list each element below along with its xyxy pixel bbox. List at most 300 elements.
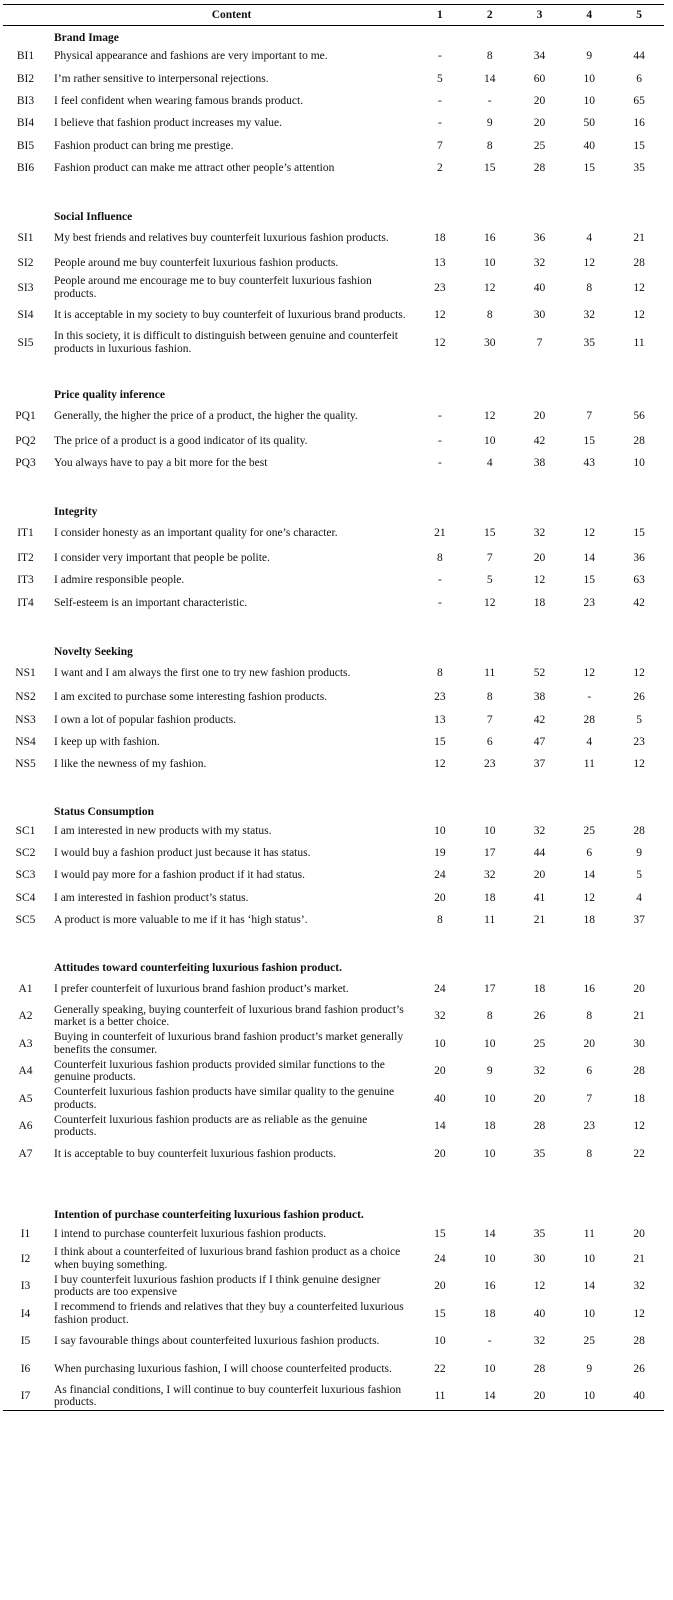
item-statement: The price of a product is a good indicator of its quality. [54, 434, 308, 447]
scale-3-count: 52 [533, 666, 546, 679]
scale-1-count: - [437, 94, 442, 107]
item-code: SI5 [17, 336, 34, 349]
scale-5-count: 11 [633, 336, 645, 349]
scale-2-count: 8 [486, 309, 493, 322]
table-row [3, 403, 664, 431]
scale-3-count: 20 [533, 117, 546, 130]
scale-5-count: 44 [633, 50, 645, 63]
scale-1-count: - [437, 50, 442, 63]
scale-3-count: 36 [533, 231, 546, 244]
scale-1-count: - [437, 117, 442, 130]
item-statement: You always have to pay a bit more for the best [54, 457, 268, 470]
spacer-cell [3, 1168, 664, 1187]
scale-1-count: - [437, 574, 442, 587]
section-code-cell [3, 950, 48, 975]
header-row [3, 5, 664, 26]
item-statement: Counterfeit luxurious fashion products are as reliable as the genuine products. [54, 1113, 368, 1139]
table-row [3, 887, 664, 909]
table-row [3, 1355, 664, 1383]
scale-4-count: 4 [586, 231, 593, 244]
scale-2-count: 11 [484, 913, 496, 926]
table-row [3, 274, 664, 302]
item-code: A1 [18, 982, 33, 995]
item-statement: My best friends and relatives buy counterfeit luxurious fashion products. [54, 231, 389, 244]
scale-2-count: 8 [486, 50, 493, 63]
item-statement: I consider very important that people be polite. [54, 552, 270, 565]
item-code: BI3 [16, 94, 35, 107]
item-statement: I prefer counterfeit of luxurious brand fashion product’s market. [54, 982, 349, 995]
scale-1-count: 2 [437, 161, 443, 174]
scale-1-count: 14 [434, 1120, 446, 1133]
scale-2-count: 10 [483, 1147, 496, 1160]
scale-3-count: 32 [533, 824, 546, 837]
scale-3-count: 28 [533, 1362, 546, 1375]
scale-3-count: 37 [533, 758, 546, 771]
scale-2-count: 8 [486, 1010, 493, 1023]
scale-5-count: 12 [633, 1120, 645, 1133]
item-statement: I am excited to purchase some interesting fashion products. [54, 691, 328, 704]
scale-3-count: 42 [533, 434, 546, 447]
scale-4-count: 8 [586, 1010, 593, 1023]
item-statement: I admire responsible people. [54, 574, 185, 587]
item-code: I6 [20, 1362, 31, 1375]
scale-1-count: 8 [437, 913, 443, 926]
table-row [3, 1140, 664, 1168]
item-statement: I recommend to friends and relatives that they buy a counterfeited luxurious fashion product. [54, 1301, 404, 1326]
table-row [3, 329, 664, 357]
table-row [3, 1328, 664, 1356]
scale-2-count: 10 [483, 824, 496, 837]
scale-4-count: 10 [564, 1383, 614, 1411]
scale-4-count: 25 [583, 1335, 596, 1348]
section-row [3, 950, 664, 975]
scale-3-count: 25 [533, 1037, 546, 1050]
scale-1-count: 24 [434, 1252, 446, 1265]
scale-2-count: 17 [483, 982, 496, 995]
scale-2-count: 9 [486, 1065, 493, 1078]
scale-2-count: 15 [483, 527, 496, 540]
item-code: A2 [18, 1010, 33, 1023]
table-row [3, 1245, 664, 1273]
scale-3-count: 20 [533, 1092, 546, 1105]
scale-2-count: 18 [483, 891, 496, 904]
scale-1-count: 20 [434, 891, 446, 904]
section-row [3, 1187, 664, 1223]
item-statement: I want and I am always the first one to try new fashion products. [54, 666, 351, 679]
spacer-cell [3, 475, 664, 495]
item-statement: I’m rather sensitive to interpersonal rejections. [54, 72, 269, 85]
scale-4-count: 14 [583, 552, 596, 565]
item-statement: Fashion product can make me attract other people’s attention [54, 161, 335, 174]
scale-4-count: 25 [583, 824, 596, 837]
scale-4-count: 11 [583, 1227, 595, 1240]
scale-1-count: 24 [434, 869, 446, 882]
scale-4-count: 4 [586, 736, 593, 749]
scale-5-count: 22 [633, 1147, 645, 1160]
scale-1-count: 10 [434, 1037, 446, 1050]
scale-2-count: 14 [483, 1227, 496, 1240]
scale-3-count: 60 [533, 72, 546, 85]
scale-2-count: 8 [486, 139, 493, 152]
item-code: SC2 [15, 846, 36, 859]
table-row [3, 842, 664, 864]
item-statement: I would buy a fashion product just because it has status. [54, 846, 311, 859]
scale-5-count: 18 [633, 1092, 645, 1105]
scale-3-count: 35 [533, 1227, 546, 1240]
table-row [3, 1273, 664, 1301]
table-row [3, 592, 664, 614]
scale-4-count: 16 [583, 982, 596, 995]
table-row [3, 520, 664, 548]
item-statement: People around me encourage me to buy counterfeit luxurious fashion products. [54, 275, 372, 300]
item-code: NS1 [15, 666, 36, 679]
survey-table-container [3, 4, 664, 1411]
scale-3-count: 18 [533, 982, 546, 995]
table-row [3, 452, 664, 474]
scale-5-count: 15 [633, 527, 645, 540]
item-code: I7 [3, 1383, 48, 1411]
scale-3-count: 21 [533, 913, 546, 926]
scale-4-count: 8 [586, 281, 593, 294]
table-row [3, 709, 664, 731]
scale-4-count: 10 [583, 1252, 596, 1265]
scale-2-count: 15 [483, 161, 496, 174]
scale-5-count: 28 [633, 1065, 645, 1078]
scale-3-count: 32 [533, 1065, 546, 1078]
table-row [3, 753, 664, 775]
scale-5-count: 56 [633, 410, 645, 423]
item-code: A4 [18, 1065, 33, 1078]
spacer-cell [3, 614, 664, 634]
scale-5-count: 20 [633, 982, 645, 995]
scale-5-count: 36 [633, 552, 645, 565]
scale-5-count: 26 [633, 1362, 645, 1375]
scale-2-count: 6 [486, 736, 493, 749]
scale-3-count: 25 [533, 139, 546, 152]
item-code: SI2 [17, 256, 34, 269]
scale-5-count: 12 [633, 309, 645, 322]
scale-4-count: 40 [583, 139, 596, 152]
scale-3-count: 28 [533, 1120, 546, 1133]
section-row [3, 634, 664, 659]
scale-3-count: 35 [533, 1147, 546, 1160]
section-title: Status Consumption [54, 806, 155, 819]
scale-4-count: 12 [583, 891, 596, 904]
scale-3-count: 7 [536, 336, 543, 349]
scale-5-count: 12 [633, 666, 645, 679]
scale-3-count: 28 [533, 161, 546, 174]
table-row [3, 1223, 664, 1245]
scale-5-count: 9 [636, 846, 642, 859]
scale-2-count: 30 [483, 336, 496, 349]
scale-4-count: 8 [586, 1147, 593, 1160]
item-statement: I intend to purchase counterfeit luxurious fashion products. [54, 1227, 327, 1240]
scale-3-count: 38 [533, 691, 546, 704]
item-code: SC5 [15, 913, 36, 926]
table-row [3, 302, 664, 330]
item-code: SI3 [17, 281, 34, 294]
scale-2-count: - [487, 1335, 492, 1348]
item-code: A7 [18, 1147, 33, 1160]
section-title: Novelty Seeking [54, 645, 133, 658]
scale-2-count: 4 [486, 457, 493, 470]
scale-2-count: 16 [483, 1280, 496, 1293]
item-code: SC3 [15, 869, 36, 882]
scale-1-count: 18 [434, 231, 446, 244]
scale-1-count: 12 [434, 336, 446, 349]
scale-1-count: 32 [434, 1010, 446, 1023]
item-statement: I am interested in new products with my status. [54, 824, 272, 837]
scale-1-count: 15 [434, 1307, 446, 1320]
item-code: SI1 [17, 231, 34, 244]
item-code: I2 [20, 1252, 31, 1265]
table-row [3, 659, 664, 687]
item-statement: When purchasing luxurious fashion, I will choose counterfeited products. [54, 1362, 392, 1375]
section-title: Attitudes toward counterfeiting luxurious fashion product. [54, 961, 342, 974]
section-spacer [3, 475, 664, 495]
item-statement: I am interested in fashion product’s status. [54, 891, 249, 904]
item-statement: I consider honesty as an important quality for one’s character. [54, 527, 338, 540]
item-code: I4 [20, 1307, 31, 1320]
scale-1-count: 13 [434, 256, 446, 269]
table-row [3, 820, 664, 842]
scale-4-count: 14 [583, 869, 596, 882]
scale-4-count: 32 [583, 309, 596, 322]
scale-4-count: 7 [586, 410, 593, 423]
section-spacer [3, 776, 664, 795]
header-scale-3: 3 [515, 5, 565, 26]
scale-4-count: 28 [583, 713, 596, 726]
scale-1-count: 20 [434, 1147, 446, 1160]
item-statement: I like the newness of my fashion. [54, 758, 207, 771]
table-row [3, 68, 664, 90]
scale-3-count: 26 [533, 1010, 546, 1023]
item-statement: Self-esteem is an important characteristic. [54, 596, 248, 609]
scale-1-count: 20 [434, 1280, 446, 1293]
header-code [3, 5, 48, 26]
scale-2-count: 12 [483, 281, 496, 294]
scale-1-count: 21 [434, 527, 446, 540]
table-row [3, 430, 664, 452]
scale-2-count: 10 [483, 1252, 496, 1265]
table-row [3, 909, 664, 931]
item-statement: Generally, the higher the price of a product, the higher the quality. [54, 410, 358, 423]
scale-4-count: 43 [583, 457, 596, 470]
table-row [3, 46, 664, 68]
section-code-cell [3, 795, 48, 820]
scale-3-count: 32 [533, 256, 546, 269]
table-row [3, 112, 664, 134]
spacer-cell [3, 179, 664, 199]
item-statement: I feel confident when wearing famous brands product. [54, 94, 304, 107]
item-code: BI4 [16, 117, 35, 130]
scale-2-count: 18 [483, 1307, 496, 1320]
item-statement: I would pay more for a fashion product if it had status. [54, 869, 306, 882]
scale-4-count: 15 [583, 161, 596, 174]
scale-4-count: 11 [583, 758, 595, 771]
item-statement: I keep up with fashion. [54, 736, 160, 749]
scale-5-count: 23 [633, 736, 645, 749]
scale-5-count: 20 [633, 1227, 645, 1240]
scale-4-count: 12 [583, 256, 596, 269]
scale-3-count: 20 [515, 1383, 565, 1411]
scale-1-count: 11 [415, 1383, 465, 1411]
scale-4-count: 10 [583, 1307, 596, 1320]
item-statement: Counterfeit luxurious fashion products provided similar functions to the genuine products. [54, 1058, 385, 1084]
scale-3-count: 32 [533, 527, 546, 540]
header-scale-5: 5 [614, 5, 664, 26]
table-row [3, 1030, 664, 1058]
scale-1-count: 7 [437, 139, 443, 152]
scale-4-count: 12 [583, 666, 596, 679]
table-row [3, 731, 664, 753]
item-statement: In this society, it is difficult to distinguish between genuine and counterfeit products in luxurious fashion. [54, 330, 398, 355]
item-code: BI6 [16, 161, 35, 174]
table-row [3, 1113, 664, 1141]
scale-5-count: 21 [633, 231, 645, 244]
scale-3-count: 41 [533, 891, 546, 904]
scale-3-count: 30 [533, 309, 546, 322]
scale-1-count: 15 [434, 1227, 446, 1240]
header-scale-4: 4 [564, 5, 614, 26]
scale-4-count: 6 [586, 846, 593, 859]
scale-5-count: 21 [633, 1010, 645, 1023]
scale-1-count: 15 [434, 736, 446, 749]
item-statement: I believe that fashion product increases my value. [54, 117, 283, 130]
scale-4-count: 9 [586, 1362, 593, 1375]
item-statement: It is acceptable to buy counterfeit luxurious fashion products. [54, 1147, 336, 1160]
scale-2-count: 14 [483, 72, 496, 85]
scale-2-count: 18 [483, 1120, 496, 1133]
section-spacer [3, 614, 664, 634]
section-row [3, 199, 664, 224]
scale-4-count: 10 [583, 72, 596, 85]
scale-3-count: 40 [533, 1307, 546, 1320]
scale-5-count: 65 [633, 94, 645, 107]
scale-4-count: 9 [586, 50, 593, 63]
item-code: I3 [20, 1280, 31, 1293]
scale-2-count: 7 [486, 552, 493, 565]
scale-1-count: - [437, 457, 442, 470]
item-code: BI1 [16, 50, 35, 63]
item-code: SC1 [15, 824, 36, 837]
section-title: Intention of purchase counterfeiting luxurious fashion product. [54, 1209, 364, 1222]
scale-4-count: 23 [583, 1120, 596, 1133]
item-code: IT2 [17, 552, 34, 565]
section-row [3, 795, 664, 820]
scale-3-count: 20 [533, 869, 546, 882]
scale-3-count: 20 [533, 94, 546, 107]
item-statement: I buy counterfeit luxurious fashion products if I think genuine designer products are too expensive [54, 1273, 381, 1299]
scale-1-count: 5 [437, 72, 443, 85]
section-code-cell [3, 199, 48, 224]
table-row [3, 1300, 664, 1328]
scale-4-count: 18 [583, 913, 596, 926]
scale-1-count: - [437, 410, 442, 423]
scale-3-count: 18 [533, 596, 546, 609]
scale-2-count: 10 [483, 1037, 496, 1050]
item-code: SC4 [15, 891, 36, 904]
scale-5-count: 5 [636, 869, 642, 882]
scale-2-count: 12 [483, 596, 496, 609]
scale-4-count: 6 [586, 1065, 593, 1078]
item-statement: I think about a counterfeited of luxurious brand fashion product as a choice when buying something. [54, 1246, 401, 1271]
scale-5-count: 21 [633, 1252, 645, 1265]
scale-2-count: 8 [486, 691, 493, 704]
scale-5-count: 32 [633, 1280, 645, 1293]
item-statement: People around me buy counterfeit luxurious fashion products. [54, 256, 339, 269]
scale-2-count: 12 [483, 410, 496, 423]
survey-table [3, 4, 664, 1411]
section-title: Integrity [54, 506, 98, 519]
scale-5-count: 12 [633, 1307, 645, 1320]
scale-2-count: 10 [483, 1362, 496, 1375]
scale-1-count: 10 [434, 824, 446, 837]
scale-5-count: 5 [636, 713, 642, 726]
scale-1-count: 22 [434, 1362, 446, 1375]
section-spacer [3, 179, 664, 199]
section-code-cell [3, 1187, 48, 1223]
scale-2-count: - [487, 94, 492, 107]
scale-3-count: 12 [533, 1280, 546, 1293]
scale-2-count: 10 [483, 434, 496, 447]
scale-4-count: 20 [583, 1037, 596, 1050]
section-spacer [3, 1168, 664, 1187]
section-title: Brand Image [54, 32, 119, 44]
scale-3-count: 12 [533, 574, 546, 587]
table-row [3, 157, 664, 179]
scale-5-count: 28 [633, 434, 645, 447]
item-code: BI2 [16, 72, 35, 85]
item-code: IT4 [17, 596, 34, 609]
scale-5-count: 37 [633, 913, 645, 926]
section-spacer [3, 931, 664, 950]
scale-4-count: 10 [583, 94, 596, 107]
scale-5-count: 16 [633, 117, 645, 130]
item-statement: Generally speaking, buying counterfeit of luxurious brand fashion product’s market is a better choice. [54, 1003, 404, 1029]
scale-1-count: 12 [434, 309, 446, 322]
section-title: Price quality inference [54, 389, 165, 402]
scale-1-count: 20 [434, 1065, 446, 1078]
scale-4-count: - [587, 691, 592, 704]
scale-5-count: 6 [636, 72, 642, 85]
item-code: I1 [20, 1227, 31, 1240]
item-statement: A product is more valuable to me if it has ‘high status’. [54, 913, 308, 926]
item-code: PQ3 [15, 457, 36, 470]
scale-2-count: 5 [486, 574, 493, 587]
scale-5-count: 40 [614, 1383, 664, 1411]
scale-5-count: 15 [633, 139, 645, 152]
scale-3-count: 32 [533, 1335, 546, 1348]
item-code: PQ1 [15, 410, 36, 423]
scale-4-count: 7 [586, 1092, 593, 1105]
item-statement: I say favourable things about counterfeited luxurious fashion products. [54, 1335, 380, 1348]
section-row [3, 26, 664, 46]
scale-1-count: 8 [437, 666, 443, 679]
scale-2-count: 32 [483, 869, 496, 882]
header-scale-2: 2 [465, 5, 515, 26]
item-code: IT1 [17, 527, 34, 540]
scale-3-count: 42 [533, 713, 546, 726]
spacer-cell [3, 931, 664, 950]
scale-1-count: 23 [434, 281, 446, 294]
table-row [3, 1003, 664, 1031]
scale-4-count: 23 [583, 596, 596, 609]
item-code: I5 [20, 1335, 31, 1348]
item-statement: As financial conditions, I will continue to buy counterfeit luxurious fashion products. [48, 1383, 415, 1411]
table-row [3, 687, 664, 709]
section-code-cell [3, 495, 48, 520]
